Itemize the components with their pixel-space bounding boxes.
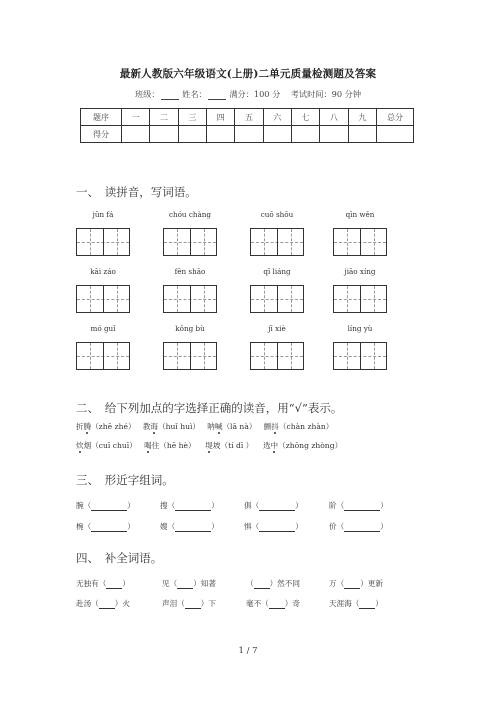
answer-blank[interactable] — [185, 600, 201, 609]
score-header-cell: 一 — [122, 109, 150, 126]
answer-blank[interactable] — [259, 502, 295, 511]
score-header-cell: 九 — [348, 109, 376, 126]
answer-blank[interactable] — [175, 523, 211, 532]
word-group-item: 惧（ ） — [244, 522, 303, 531]
score-header-row — [81, 109, 414, 126]
score-cell[interactable] — [178, 126, 206, 143]
answer-blank[interactable] — [175, 502, 211, 511]
idiom-item: 见（ ）知著 — [162, 579, 216, 588]
writing-grid-box[interactable] — [76, 342, 130, 370]
pinyin-label: qī liáng — [263, 267, 291, 276]
word-group-item: 椀（ ） — [76, 522, 135, 531]
score-cell[interactable] — [377, 126, 414, 143]
writing-grid-box[interactable] — [76, 228, 130, 256]
score-header-cell: 五 — [235, 109, 263, 126]
idiom-item: 无独有（ ） — [76, 579, 130, 588]
score-header-cell: 七 — [291, 109, 319, 126]
section1-heading: 一、 读拼音，写词语。 — [76, 185, 197, 199]
score-value-row — [81, 126, 414, 143]
pron-item[interactable]: 炊烟（cuī chuī） — [76, 441, 137, 450]
score-cell[interactable] — [320, 126, 348, 143]
score-cell[interactable] — [235, 126, 263, 143]
word-group-item: 嫂（ ） — [160, 522, 219, 531]
pinyin-label: kǒng bù — [175, 324, 205, 333]
answer-blank[interactable] — [91, 523, 127, 532]
score-header-cell: 三 — [178, 109, 206, 126]
answer-blank[interactable] — [99, 600, 115, 609]
writing-grid-box[interactable] — [163, 285, 217, 313]
score-header-cell: 题序 — [81, 109, 122, 126]
score-header-cell: 八 — [320, 109, 348, 126]
pinyin-label: jī xiè — [268, 324, 286, 333]
section4-heading: 四、 补全词语。 — [76, 551, 163, 565]
score-header-cell: 六 — [263, 109, 291, 126]
score-row-label: 得分 — [81, 126, 122, 143]
score-cell[interactable] — [291, 126, 319, 143]
score-header-cell: 总分 — [377, 109, 414, 126]
pinyin-label: cuō shǒu — [260, 210, 294, 219]
pinyin-label: kāi záo — [90, 267, 116, 276]
name-blank — [208, 91, 226, 100]
score-cell[interactable] — [150, 126, 178, 143]
word-group-item: 价（ ） — [329, 522, 388, 531]
pron-item[interactable]: 选中（zhōng zhòng） — [262, 441, 343, 450]
name-label: 姓名： — [182, 89, 207, 99]
answer-blank[interactable] — [359, 600, 375, 609]
idiom-item: 天涯海（ ） — [329, 599, 383, 608]
answer-blank[interactable] — [91, 502, 127, 511]
pinyin-label: qīn wěn — [345, 210, 375, 219]
answer-blank[interactable] — [254, 580, 270, 589]
answer-blank[interactable] — [269, 600, 285, 609]
writing-grid-box[interactable] — [163, 342, 217, 370]
answer-blank[interactable] — [344, 580, 360, 589]
pron-item[interactable]: 呐喊（lā nà） — [207, 422, 257, 431]
writing-grid-box[interactable] — [333, 228, 387, 256]
score-cell[interactable] — [348, 126, 376, 143]
section3-heading: 三、 形近字组词。 — [76, 473, 174, 487]
answer-blank[interactable] — [344, 523, 380, 532]
pinyin-label: fēn shāo — [174, 267, 206, 276]
word-group-item: 搜（ ） — [160, 501, 219, 510]
writing-grid-box[interactable] — [333, 285, 387, 313]
pronunciation-line-1 — [76, 421, 333, 432]
full-score: 满分：100 分 — [229, 89, 281, 99]
answer-blank[interactable] — [177, 580, 193, 589]
pinyin-label: chóu chàng — [168, 210, 212, 219]
pinyin-label: líng yù — [347, 324, 373, 333]
exam-time: 考试时间：90 分钟 — [290, 89, 362, 99]
word-group-item: 阶（ ） — [329, 501, 388, 510]
pinyin-label: jūn fá — [92, 210, 114, 219]
answer-blank[interactable] — [344, 502, 380, 511]
writing-grid-box[interactable] — [250, 285, 304, 313]
word-group-item: 腕（ ） — [76, 501, 135, 510]
writing-grid-box[interactable] — [250, 228, 304, 256]
class-blank — [161, 91, 179, 100]
idiom-item: 毫不（ ）奇 — [246, 599, 300, 608]
answer-blank[interactable] — [259, 523, 295, 532]
exam-info — [0, 89, 496, 100]
score-header-cell: 四 — [206, 109, 234, 126]
pron-item[interactable]: 教诲（huǐ huì） — [142, 422, 201, 431]
idiom-item: （ ）然不同 — [246, 579, 300, 588]
page-title: 最新人教版六年级语文(上册)二单元质量检测题及答案 — [119, 68, 377, 80]
score-table — [80, 108, 414, 143]
word-group-item: 俱（ ） — [244, 501, 303, 510]
section2-heading: 二、 给下列加点的字选择正确的读音，用“√”表示。 — [76, 401, 343, 415]
pron-item[interactable]: 折腾（zhē zhé） — [76, 422, 136, 431]
score-cell[interactable] — [122, 126, 150, 143]
idiom-item: 赴汤（ ）火 — [76, 599, 130, 608]
writing-grid-box[interactable] — [163, 228, 217, 256]
pronunciation-line-2 — [76, 440, 342, 451]
answer-blank[interactable] — [106, 580, 122, 589]
writing-grid-box[interactable] — [76, 285, 130, 313]
score-header-cell: 二 — [150, 109, 178, 126]
pinyin-label: jiāo xíng — [344, 267, 376, 276]
pron-item[interactable]: 颤抖（chàn zhàn） — [263, 422, 334, 431]
idiom-item: 万（ ）更新 — [329, 579, 383, 588]
pron-item[interactable]: 喝住（hē hè） — [144, 441, 196, 450]
class-label: 班级： — [134, 89, 160, 99]
pron-item[interactable]: 堤坡（tí dī ） — [205, 441, 254, 450]
score-cell[interactable] — [206, 126, 234, 143]
pinyin-label: mó guǐ — [90, 324, 116, 333]
writing-grid-box[interactable] — [250, 342, 304, 370]
page-number: 1 / 7 — [238, 646, 258, 656]
score-cell[interactable] — [263, 126, 291, 143]
writing-grid-box[interactable] — [333, 342, 387, 370]
idiom-item: 声泪（ ）下 — [162, 599, 216, 608]
